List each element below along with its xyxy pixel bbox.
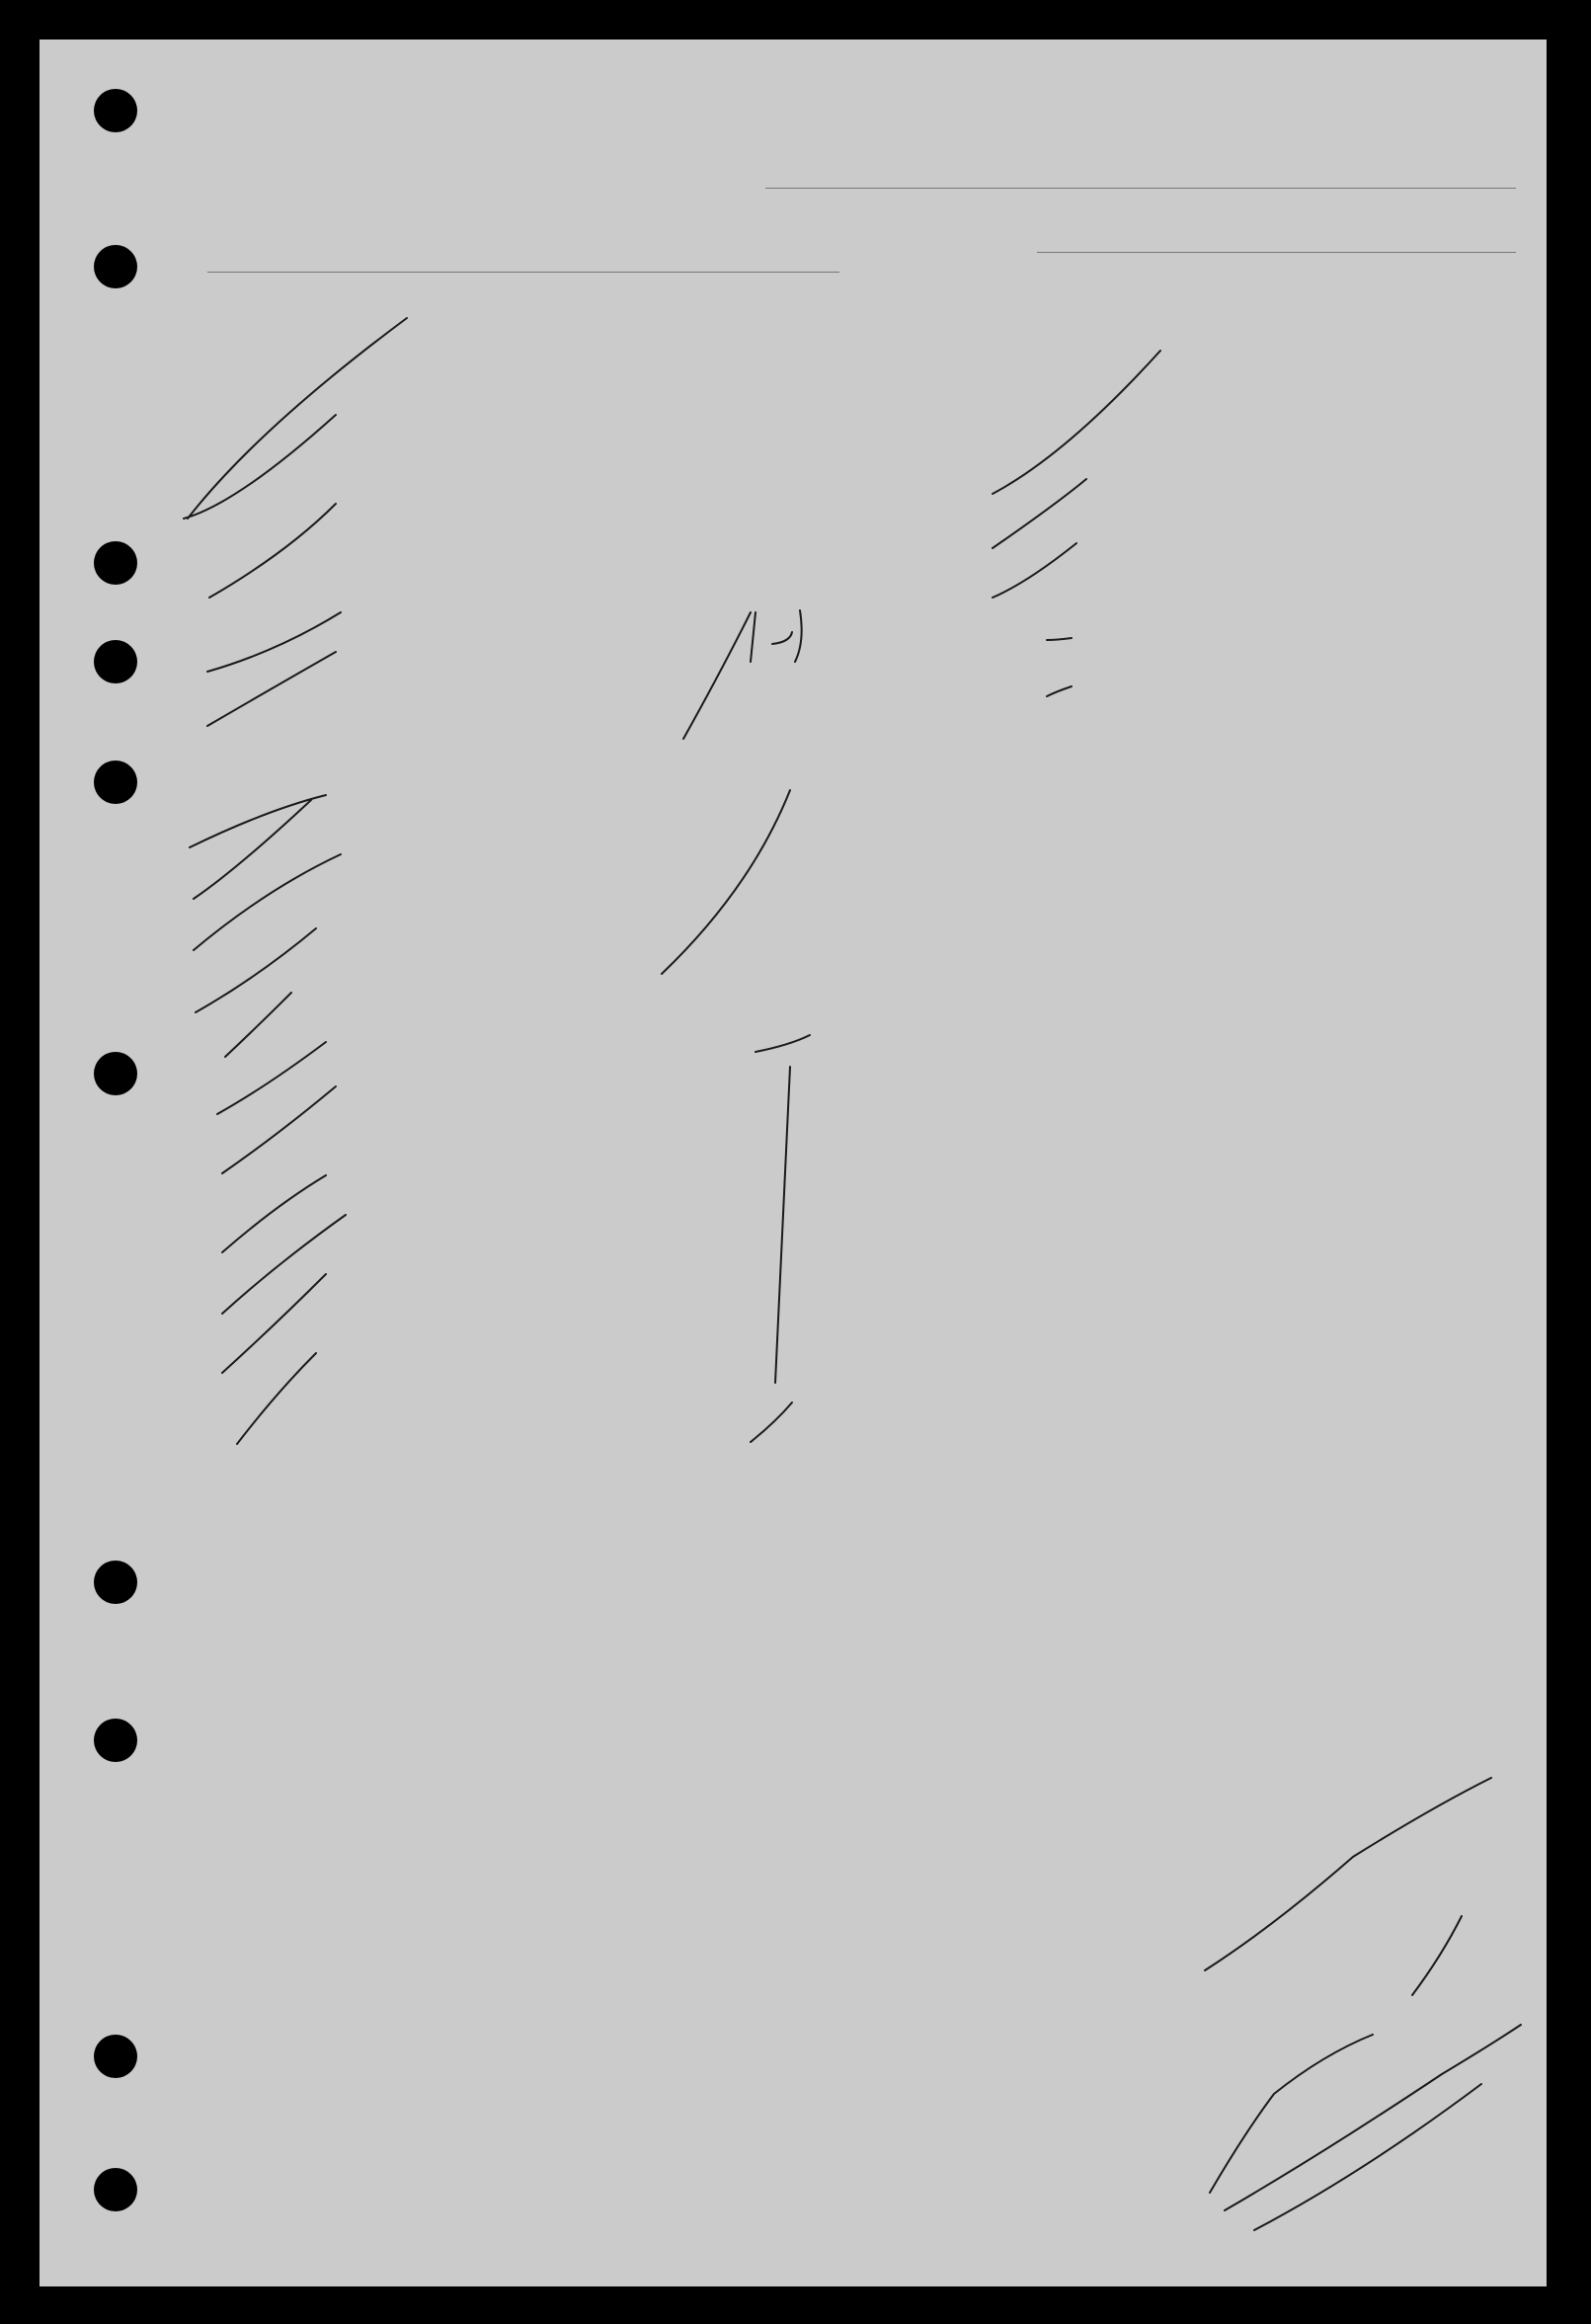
punch-hole [94, 761, 137, 804]
punch-hole [94, 2035, 137, 2078]
punch-hole [94, 1719, 137, 1762]
punch-hole [94, 2168, 137, 2211]
punch-hole [94, 640, 137, 683]
punch-hole [94, 1561, 137, 1604]
punch-hole [94, 245, 137, 288]
punch-hole [94, 541, 137, 585]
punch-hole [94, 1052, 137, 1095]
manifest-page [40, 40, 1547, 2286]
handwritten-checkmarks [40, 40, 1547, 2286]
punch-hole [94, 89, 137, 132]
